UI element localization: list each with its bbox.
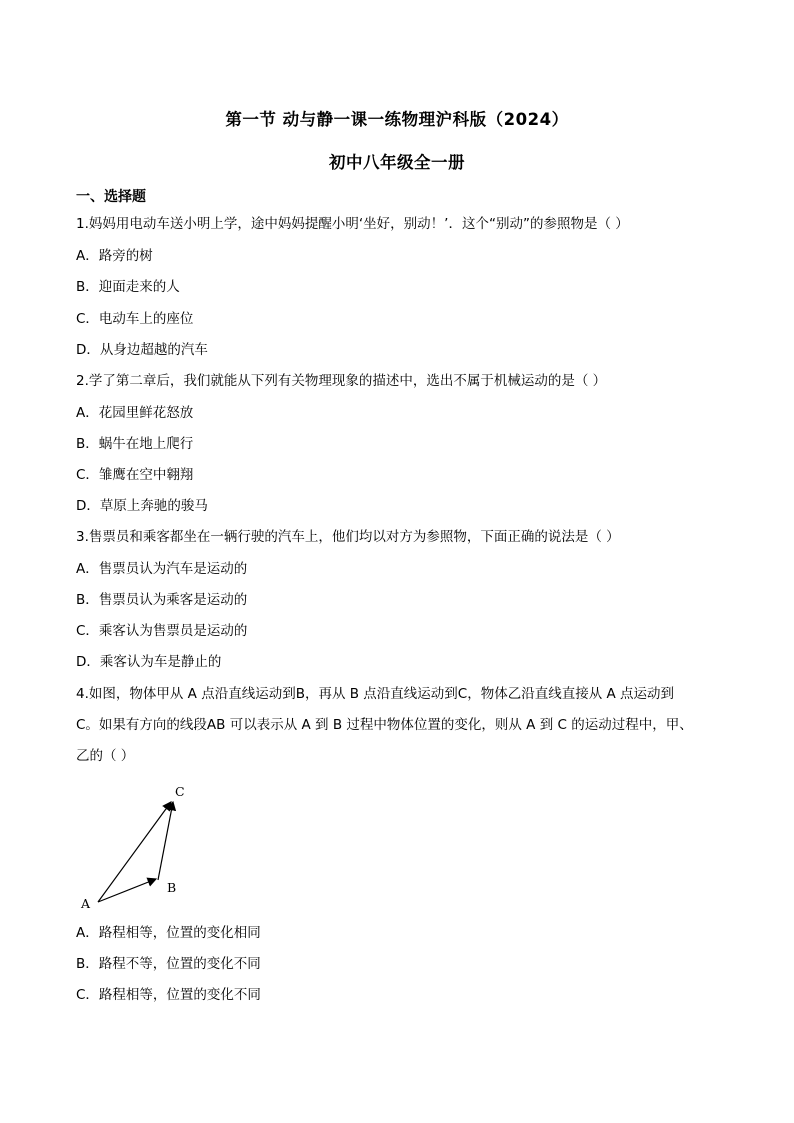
question-4-option-b: B．路程不等，位置的变化不同 [76,956,261,972]
point-c-label: C [175,784,185,799]
question-3-option-d: D．乘客认为车是静止的 [76,654,222,670]
question-3-option-c: C．乘客认为售票员是运动的 [76,623,248,639]
vector-bc [158,802,173,880]
question-2-stem: 2.学了第二章后，我们就能从下列有关物理现象的描述中，选出不属于机械运动的是（ ） [76,373,607,389]
question-4-option-a: A．路程相等，位置的变化相同 [76,925,261,941]
question-3-option-b: B．售票员认为乘客是运动的 [76,592,248,608]
question-4-stem-line-1: 4.如图，物体甲从 A 点沿直线运动到B，再从 B 点沿直线运动到C，物体乙沿直线直接从 A 点运动到 [76,686,675,702]
question-1-option-c: C．电动车上的座位 [76,311,194,327]
question-4-stem-line-2: C。如果有方向的线段AB 可以表示从 A 到 B 过程中物体位置的变化，则从 A 到 C 的运动过程中，甲、 [76,717,693,733]
question-2-option-d: D．草原上奔驰的骏马 [76,498,208,514]
question-1-option-b: B．迎面走来的人 [76,279,180,295]
question-1-option-a: A．路旁的树 [76,248,153,264]
document-title: 第一节 动与静一课一练物理沪科版（2024） [225,110,569,129]
question-1-stem: 1.妈妈用电动车送小明上学，途中妈妈提醒小明‘坐好，别动！’．这个“别动”的参照物是（ ） [76,216,629,232]
question-3-stem: 3.售票员和乘客都坐在一辆行驶的汽车上，他们均以对方为参照物，下面正确的说法是（ ） [76,529,620,545]
question-4-option-c: C．路程相等，位置的变化不同 [76,987,261,1003]
motion-vector-diagram [76,780,206,915]
question-2-option-c: C．雏鹰在空中翱翔 [76,467,194,483]
document-subtitle: 初中八年级全一册 [329,153,465,172]
point-b-label: B [167,880,177,895]
section-heading: 一、选择题 [76,189,146,205]
question-2-option-a: A．花园里鲜花怒放 [76,405,194,421]
question-2-option-b: B．蜗牛在地上爬行 [76,436,194,452]
point-a-label: A [81,896,91,911]
question-4-stem-line-3: 乙的（ ） [76,748,135,764]
question-1-option-d: D．从身边超越的汽车 [76,342,208,358]
question-3-option-a: A．售票员认为汽车是运动的 [76,561,248,577]
